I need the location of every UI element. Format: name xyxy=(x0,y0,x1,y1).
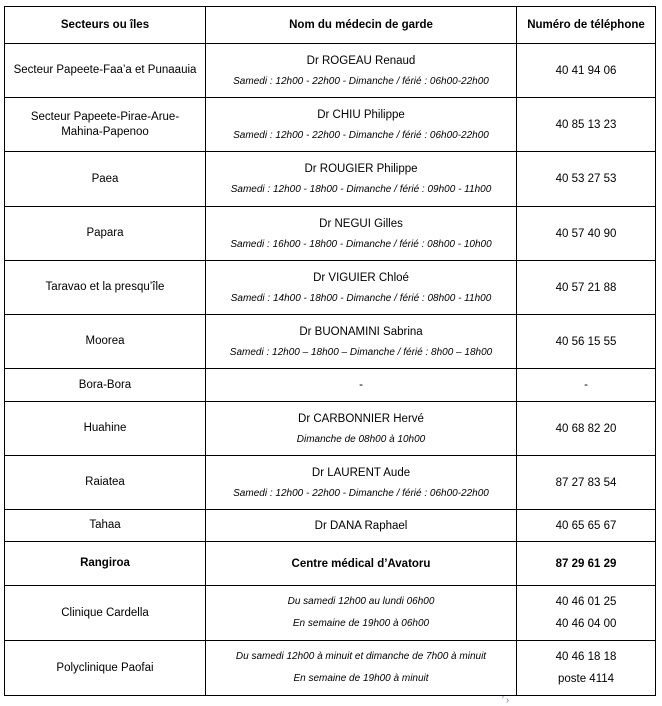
doctor-cell xyxy=(206,510,517,542)
schedule-text: Du samedi 12h00 à minuit et dimanche de 7h00 à minuit xyxy=(235,651,487,662)
phone-cell xyxy=(517,641,656,696)
phone-number: 40 85 13 23 xyxy=(555,118,617,131)
doctor-name: Dr CARBONNIER Hervé xyxy=(298,412,424,425)
phone-number: 40 56 15 55 xyxy=(555,335,617,348)
doctor-cell xyxy=(206,586,517,641)
table-body xyxy=(5,44,656,696)
stray-mark: ′ › xyxy=(500,695,510,706)
phone-cell xyxy=(517,261,656,315)
table-row xyxy=(5,315,656,369)
doctor-cell xyxy=(206,152,517,207)
schedule-text: Samedi : 16h00 - 18h00 - Dimanche / férié : 08h00 - 10h00 xyxy=(230,238,492,250)
phone-number: 40 57 40 90 xyxy=(555,227,617,240)
doctor-cell xyxy=(206,542,517,586)
doctor-cell xyxy=(206,261,517,315)
sector-cell: Huahine xyxy=(5,402,206,456)
phone-cell xyxy=(517,207,656,261)
schedule-text: En semaine de 19h00 à minuit xyxy=(293,673,429,684)
sector-cell: Taravao et la presqu’île xyxy=(5,261,206,315)
phone-number: 40 46 04 00 xyxy=(555,618,617,630)
table-row xyxy=(5,152,656,207)
sector-cell: Paea xyxy=(5,152,206,207)
doctor-cell xyxy=(206,369,517,402)
doctor-cell xyxy=(206,641,517,696)
table-row xyxy=(5,456,656,510)
sector-cell: Polyclinique Paofai xyxy=(5,641,206,696)
phone-cell xyxy=(517,369,656,402)
phone-number: 40 46 18 18 xyxy=(555,651,617,663)
doctor-name: Dr NEGUI Gilles xyxy=(319,217,403,230)
schedule-text: Samedi : 12h00 - 22h00 - Dimanche / férié : 06h00-22h00 xyxy=(233,75,489,87)
doctor-name: Dr CHIU Philippe xyxy=(317,108,405,121)
sector-cell: Tahaa xyxy=(5,510,206,542)
phone-cell xyxy=(517,152,656,207)
schedule-text: Samedi : 12h00 - 18h00 - Dimanche / férié : 09h00 - 11h00 xyxy=(230,184,492,195)
phone-number: 87 27 83 54 xyxy=(555,476,617,489)
table-row xyxy=(5,261,656,315)
header-row xyxy=(5,7,656,44)
sector-cell: Secteur Papeete-Faa’a et Punaauia xyxy=(5,44,206,98)
doctor-cell xyxy=(206,402,517,456)
phone-cell xyxy=(517,98,656,152)
table-row xyxy=(5,402,656,456)
table-row xyxy=(5,641,656,696)
table-row xyxy=(5,369,656,402)
phone-number: 87 29 61 29 xyxy=(555,557,617,570)
sector-cell: Clinique Cardella xyxy=(5,586,206,641)
phone-cell xyxy=(517,510,656,542)
phone-cell xyxy=(517,402,656,456)
doctor-name: Dr BUONAMINI Sabrina xyxy=(299,325,423,338)
doctor-name: Dr ROUGIER Philippe xyxy=(304,163,418,175)
doctor-cell xyxy=(206,207,517,261)
phone-cell xyxy=(517,586,656,641)
schedule-text: Samedi : 14h00 - 18h00 - Dimanche / férié : 08h00 - 11h00 xyxy=(230,292,492,304)
schedule-text: Samedi : 12h00 - 22h00 - Dimanche / férié : 06h00-22h00 xyxy=(233,487,489,499)
doctor-cell xyxy=(206,44,517,98)
phone-cell xyxy=(517,315,656,369)
table-row xyxy=(5,207,656,261)
doctor-cell xyxy=(206,456,517,510)
table-row xyxy=(5,542,656,586)
phone-number: 40 65 65 67 xyxy=(555,519,617,532)
doctor-name: Dr VIGUIER Chloé xyxy=(313,271,409,284)
table-row xyxy=(5,44,656,98)
sector-cell: Papara xyxy=(5,207,206,261)
sector-cell: Raiatea xyxy=(5,456,206,510)
phone-number: 40 57 21 88 xyxy=(555,281,617,294)
sector-cell: Secteur Papeete-Pirae-Arue-Mahina-Papenoo xyxy=(5,98,206,152)
doctor-name: Dr ROGEAU Renaud xyxy=(306,54,416,67)
phone-cell xyxy=(517,44,656,98)
doctor-name: - xyxy=(359,379,363,391)
phone-number: 40 68 82 20 xyxy=(555,422,617,435)
doctor-name: Dr LAURENT Aude xyxy=(311,466,411,479)
schedule-text: En semaine de 19h00 à 06h00 xyxy=(292,618,430,629)
table-row xyxy=(5,98,656,152)
phone-number: 40 53 27 53 xyxy=(555,173,617,185)
phone-number: - xyxy=(584,379,588,391)
phone-number: 40 46 01 25 xyxy=(555,596,617,608)
table-row xyxy=(5,586,656,641)
sector-cell: Rangiroa xyxy=(5,542,206,586)
doctor-name: Dr DANA Raphael xyxy=(314,519,408,532)
doctor-name: Centre médical d’Avatoru xyxy=(291,557,431,570)
doctor-cell xyxy=(206,98,517,152)
phone-cell xyxy=(517,542,656,586)
sector-cell: Moorea xyxy=(5,315,206,369)
header-doctor: Nom du médecin de garde xyxy=(206,7,517,44)
header-sector: Secteurs ou îles xyxy=(5,7,206,44)
duty-doctors-table xyxy=(4,6,656,696)
header-phone: Numéro de téléphone xyxy=(517,7,656,44)
schedule-text: Dimanche de 08h00 à 10h00 xyxy=(296,433,426,445)
table-row xyxy=(5,510,656,542)
phone-cell xyxy=(517,456,656,510)
schedule-text: Samedi : 12h00 - 22h00 - Dimanche / férié : 06h00-22h00 xyxy=(233,129,489,141)
phone-number: 40 41 94 06 xyxy=(555,64,617,77)
schedule-text: Du samedi 12h00 au lundi 06h00 xyxy=(287,596,435,607)
sector-cell: Bora-Bora xyxy=(5,369,206,402)
schedule-text: Samedi : 12h00 – 18h00 – Dimanche / férié : 8h00 – 18h00 xyxy=(229,346,493,358)
doctor-cell xyxy=(206,315,517,369)
phone-number: poste 4114 xyxy=(557,673,615,685)
